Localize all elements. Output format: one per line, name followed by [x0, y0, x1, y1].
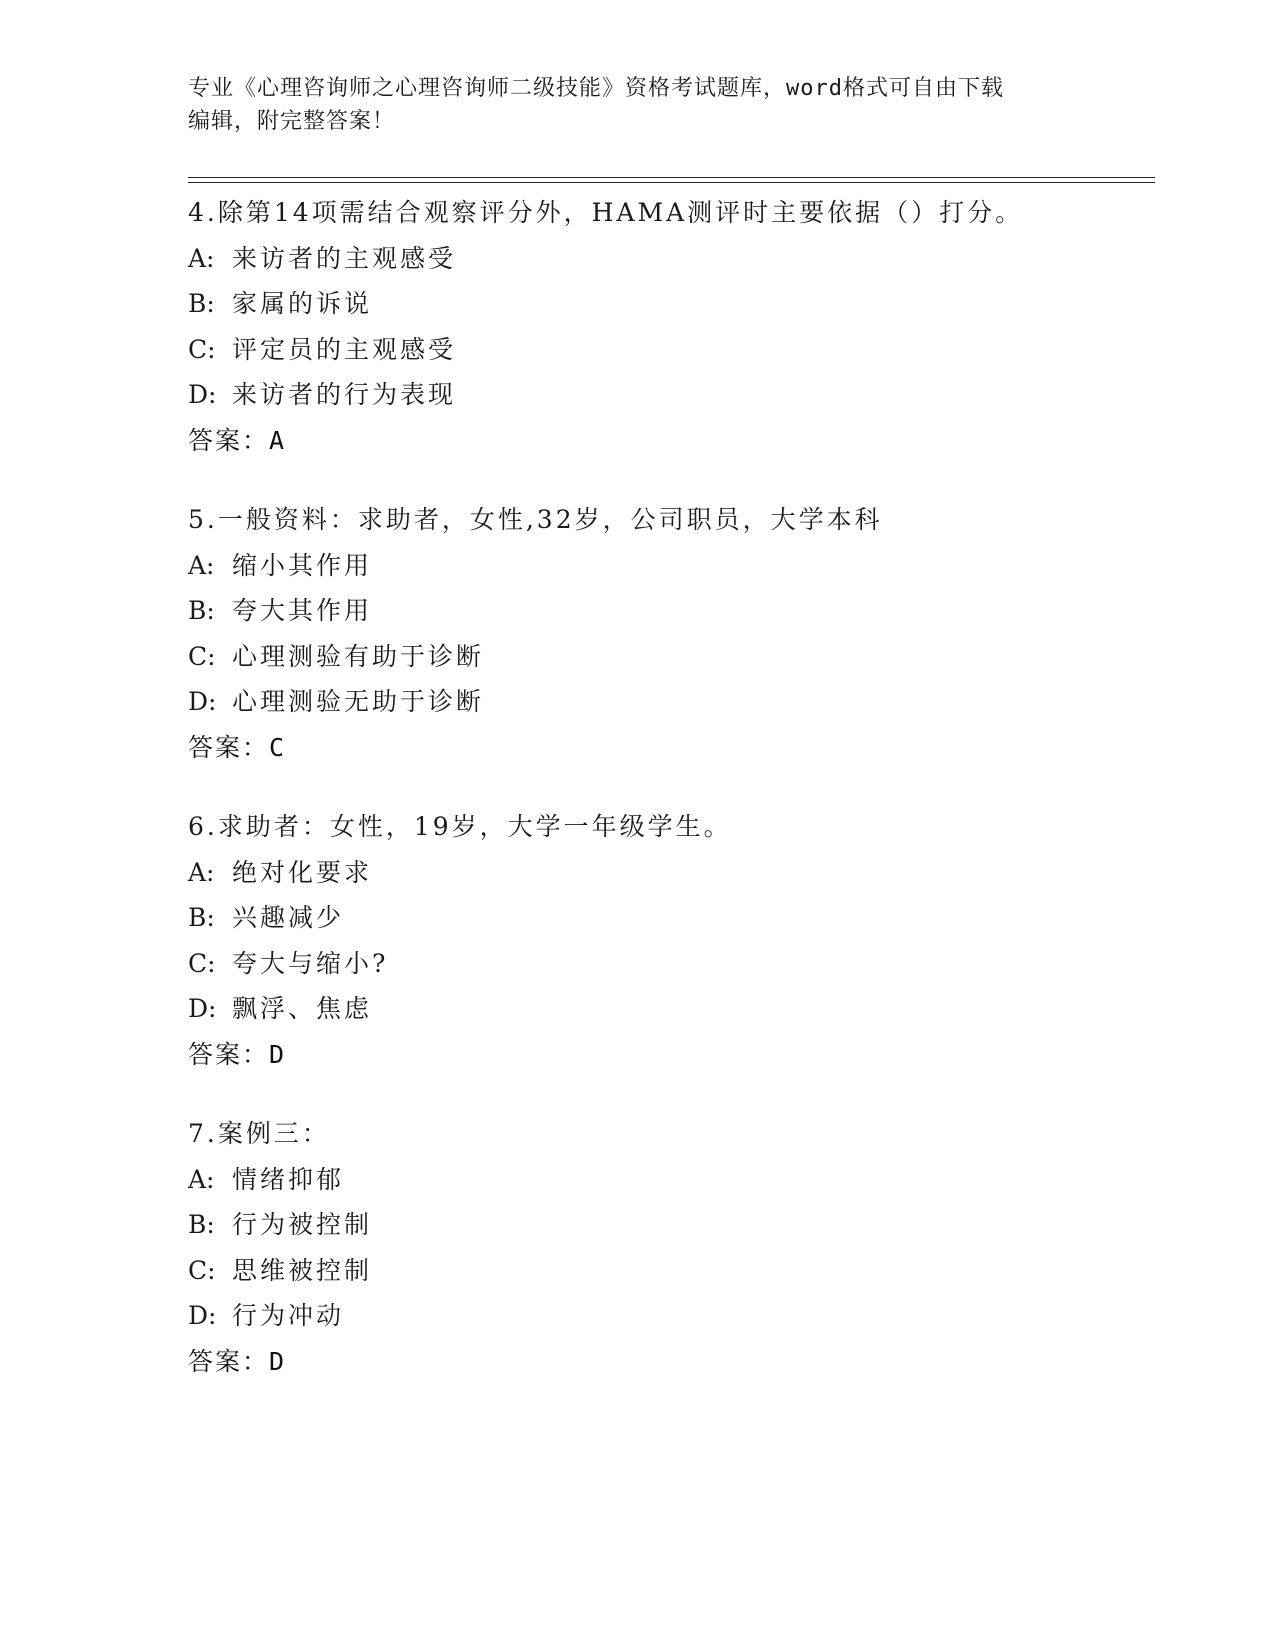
option-key: A:: [188, 243, 215, 273]
option-a: [188, 543, 1148, 589]
header-line-1: 专业《心理咨询师之心理咨询师二级技能》资格考试题库，word格式可自由下载: [188, 76, 1004, 101]
answer-line: 答案：D: [188, 1346, 287, 1376]
option-d: [188, 1293, 1148, 1339]
question-stem: 5.一般资料：求助者，女性,32岁，公司职员，大学本科: [188, 505, 883, 534]
option-key: C:: [188, 1255, 216, 1285]
question-4: [188, 190, 1148, 463]
option-text: 夸大其作用: [232, 596, 373, 625]
header-divider-bottom: [188, 182, 1155, 183]
question-stem: 6.求助者：女性，19岁，大学一年级学生。: [188, 812, 732, 841]
option-key: B:: [188, 1210, 215, 1239]
option-key: C:: [188, 334, 216, 364]
option-b: [188, 1202, 1148, 1248]
option-text: 兴趣减少: [232, 903, 345, 932]
option-text: 思维被控制: [232, 1255, 373, 1285]
option-a: [188, 1157, 1148, 1203]
option-key: A:: [188, 857, 215, 887]
option-key: B:: [188, 903, 215, 932]
question-6: [188, 804, 1148, 1077]
question-stem: 4.除第14项需结合观察评分外，HAMA测评时主要依据（）打分。: [188, 198, 1024, 227]
option-text: 来访者的行为表现: [232, 380, 457, 409]
option-d: [188, 986, 1148, 1032]
option-c: [188, 1248, 1148, 1294]
question-5: [188, 497, 1148, 770]
option-c: [188, 327, 1148, 373]
option-text: 缩小其作用: [232, 550, 373, 580]
option-d: [188, 679, 1148, 725]
option-text: 心理测验无助于诊断: [232, 687, 485, 716]
option-key: D:: [188, 687, 217, 716]
option-text: 心理测验有助于诊断: [232, 641, 485, 671]
option-text: 行为被控制: [232, 1210, 373, 1239]
option-key: D:: [188, 994, 217, 1023]
option-a: [188, 236, 1148, 282]
option-text: 情绪抑郁: [232, 1164, 345, 1194]
option-text: 绝对化要求: [232, 857, 373, 887]
option-key: B:: [188, 596, 215, 625]
option-b: [188, 281, 1148, 327]
answer-line: 答案：A: [188, 425, 287, 455]
option-text: 家属的诉说: [232, 289, 373, 318]
option-key: A:: [188, 1164, 215, 1194]
option-key: C:: [188, 948, 216, 978]
option-key: A:: [188, 550, 215, 580]
option-key: B:: [188, 289, 215, 318]
question-7: [188, 1111, 1148, 1384]
option-text: 评定员的主观感受: [232, 334, 457, 364]
option-b: [188, 895, 1148, 941]
option-text: 来访者的主观感受: [232, 243, 457, 273]
option-text: 行为冲动: [232, 1301, 345, 1330]
option-c: [188, 941, 1148, 987]
header-line-2: 编辑，附完整答案！: [188, 109, 396, 134]
option-key: D:: [188, 1301, 217, 1330]
header-divider-top: [188, 177, 1155, 178]
option-key: D:: [188, 380, 217, 409]
option-b: [188, 588, 1148, 634]
answer-line: 答案：D: [188, 1039, 287, 1069]
option-d: [188, 372, 1148, 418]
option-text: 飘浮、焦虑: [232, 994, 373, 1023]
question-stem: 7.案例三：: [188, 1119, 330, 1148]
answer-line: 答案：C: [188, 732, 287, 762]
question-list: [188, 190, 1148, 1418]
option-a: [188, 850, 1148, 896]
option-c: [188, 634, 1148, 680]
option-text: 夸大与缩小?: [232, 948, 389, 978]
option-key: C:: [188, 641, 216, 671]
document-header: [188, 72, 1088, 138]
